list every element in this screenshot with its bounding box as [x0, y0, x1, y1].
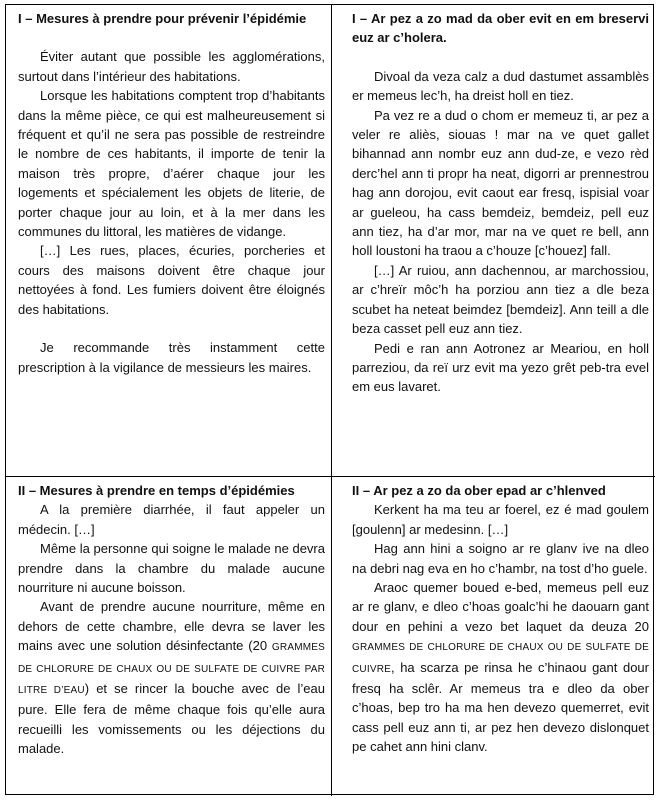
paragraph: Éviter autant que possible les agglomérations, surtout dans l’intérieur des habitations.: [18, 49, 325, 84]
section-title: I – Ar pez a zo mad da ober evit en em breservi euz ar c’holera.: [352, 11, 649, 46]
bilingual-table: [5, 4, 654, 795]
section-title: II – Mesures à prendre en temps d’épidémies: [18, 483, 295, 498]
text-run: , ha scarza pe rinsa he c’hinaou gant dour fresq ha sclêr. Ar memeus tra e dleo da ober c’hoas, bep tro ha ma hen devezo quemerret, evit cass pell euz ann ti, ar pez hen devezo dislonquet pe cahet ann hini clanv.: [352, 659, 649, 755]
paragraph: […] Ar ruiou, ann dachennou, ar marchossiou, ar c’hreïr môc’h ha porziou ann tiez a dle beza scubet ha neteat beimdez [bemdeiz]. Ann teill a dle beza casset pell euz ann tiez.: [352, 262, 649, 337]
paragraph: […] Les rues, places, écuries, porcheries et cours des maisons doivent être chaque jour nettoyées à fond. Les fumiers doivent être éloignés des habitations.: [18, 243, 325, 317]
section-title: I – Mesures à prendre pour prévenir l’épidémie: [18, 11, 307, 26]
text-run: ) et se rincer la bouche avec de l’eau pure. Elle fera de même chaque fois qu’elle aura recueilli les vomissements ou les déjections du malade.: [18, 681, 325, 757]
paragraph: [352, 578, 649, 757]
cell-french-epidemic: [6, 477, 332, 796]
paragraph: A la première diarrhée, il faut appeler un médecin. […]: [18, 502, 325, 537]
cell-french-prevention: [6, 5, 332, 477]
cell-breton-epidemic: [332, 477, 655, 796]
cell-breton-prevention: [332, 5, 655, 477]
paragraph: Même la personne qui soigne le malade ne devra prendre dans la chambre du malade aucune nourriture ni aucune boisson.: [18, 541, 325, 596]
small-caps-text: GRAMMES DE CHLORURE DE CHAUX OU DE SULFATE DE CUIVRE: [352, 642, 649, 675]
text-run: Araoc quemer boued e-bed, memeus pell euz ar re glanv, e dleo c’hoas goalc’hi he daouarn gant dour en pehini a vezo bet laquet da deuza 20: [352, 580, 649, 634]
paragraph: Pa vez re a dud o chom er memeuz ti, ar pez a veler re aliès, siouas ! mar na ve quet gallet bihannad ann nombr euz ann dud-ze, e vezo rèd derc’hel ann ti propr ha neat, digorri ar prennestrou hag ann dorojou, evit caout ear fresq, ispisial voar ar gueleou, ha cass bemdeiz, bemdeiz, pell euz ann tiez, ha d’ar mor, mar na ve quet re bell, ann holl loustoni ha traou a c’houze [c’houez] fall.: [352, 107, 649, 259]
paragraph: Hag ann hini a soigno ar re glanv ive na dleo na debri nag eva en ho c’hambr, na tost d’ho guele.: [352, 541, 649, 576]
spacer: [18, 319, 325, 338]
paragraph: [18, 597, 325, 758]
paragraph: Divoal da veza calz a dud dastumet assamblès er memeus lec’h, ha dreist holl en tiez.: [352, 68, 649, 104]
paragraph: Kerkent ha ma teu ar foerel, ez é mad goulem [goulenn] ar medesinn. […]: [352, 502, 649, 537]
section-title: II – Ar pez a zo da ober epad ar c’hlenved: [352, 483, 606, 498]
paragraph: Je recommande très instamment cette prescription à la vigilance de messieurs les maires.: [18, 340, 325, 375]
paragraph: Lorsque les habitations comptent trop d’habitants dans la même pièce, ce qui est malheureusement si fréquent et qu’il ne sera pas possible de restreindre le nombre de ces habitants, il importe de tenir la maison très propre, d’aérer chaque jour les logements et spécialement les objets de literie, de porter chaque jour au loin, et à la mer dans les communes du littoral, les matières de vidange.: [18, 88, 325, 240]
small-caps-text: GRAMMES DE CHLORURE DE CHAUX OU DE SULFATE DE CUIVRE PAR LITRE D’EAU: [18, 642, 325, 697]
text-run: Avant de prendre aucune nourriture, même en dehors de cette chambre, elle devra se laver les mains avec une solution désinfectante (20: [18, 599, 325, 654]
paragraph: Pedi e ran ann Aotronez ar Meariou, en holl parreziou, da reï urz evit ma yezo grêt peb-tra evel em eus lavaret.: [352, 340, 649, 395]
